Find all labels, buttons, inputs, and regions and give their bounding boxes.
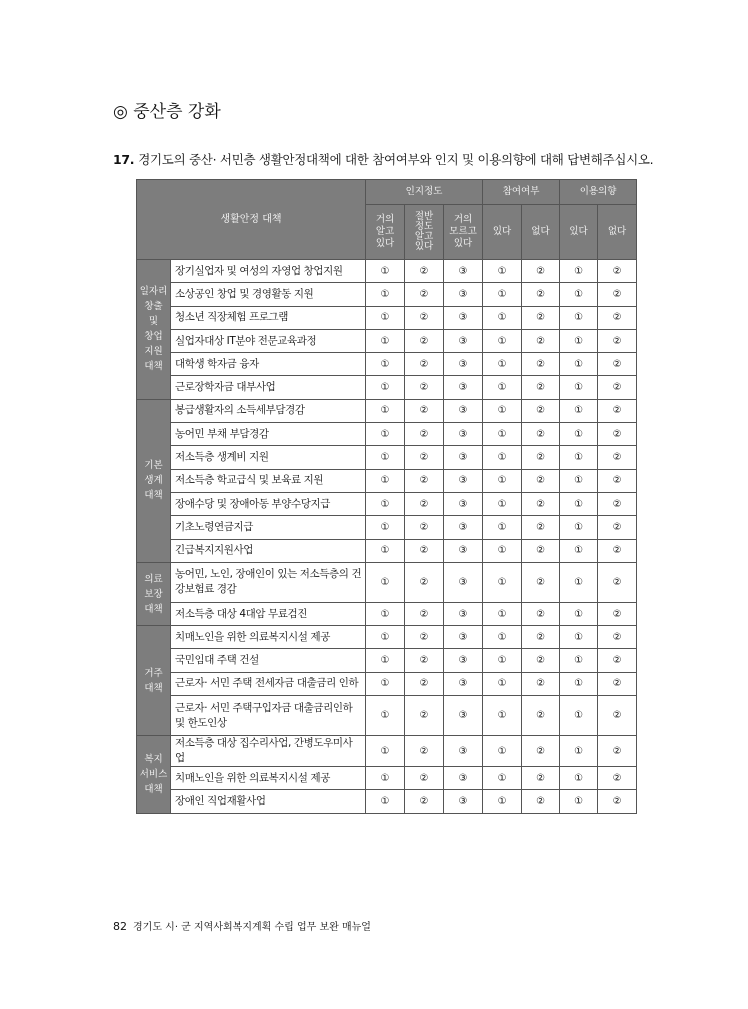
answer-option[interactable]: ① [366, 492, 405, 515]
answer-option[interactable]: ① [366, 353, 405, 376]
answer-option[interactable]: ③ [444, 399, 483, 422]
answer-option[interactable]: ③ [444, 260, 483, 283]
answer-option[interactable]: ③ [444, 767, 483, 790]
answer-option[interactable]: ① [560, 562, 598, 602]
answer-option[interactable]: ③ [444, 492, 483, 515]
sub-header: 있다 [483, 205, 522, 260]
answer-option[interactable]: ② [598, 767, 637, 790]
answer-option[interactable]: ① [560, 696, 598, 736]
footer [113, 918, 371, 933]
policy-item: 대학생 학자금 융자 [171, 353, 366, 376]
answer-option[interactable]: ③ [444, 696, 483, 736]
answer-option[interactable]: ① [483, 399, 522, 422]
answer-option[interactable]: ① [366, 736, 405, 767]
policy-item: 치매노인을 위한 의료복지시설 제공 [171, 626, 366, 649]
answer-option[interactable]: ① [366, 469, 405, 492]
answer-option[interactable]: ② [598, 399, 637, 422]
answer-option[interactable]: ② [598, 539, 637, 562]
table-row [137, 516, 637, 539]
answer-option[interactable]: ② [522, 790, 560, 813]
answer-option[interactable]: ② [522, 469, 560, 492]
answer-option[interactable]: ① [483, 767, 522, 790]
answer-option[interactable]: ① [560, 516, 598, 539]
page-number: 82 [113, 920, 127, 933]
answer-option[interactable]: ② [522, 260, 560, 283]
answer-option[interactable]: ① [483, 602, 522, 625]
answer-option[interactable]: ② [598, 649, 637, 672]
answer-option[interactable]: ① [560, 306, 598, 329]
question-number: 17. [113, 152, 135, 167]
answer-option[interactable]: ② [405, 539, 444, 562]
answer-option[interactable]: ① [483, 516, 522, 539]
answer-option[interactable]: ② [522, 562, 560, 602]
table-row [137, 353, 637, 376]
answer-option[interactable]: ② [522, 672, 560, 695]
answer-option[interactable]: ① [483, 376, 522, 399]
answer-option[interactable]: ② [522, 376, 560, 399]
answer-option[interactable]: ② [598, 736, 637, 767]
table-row [137, 492, 637, 515]
answer-option[interactable]: ① [366, 446, 405, 469]
sub-header: 없다 [522, 205, 560, 260]
answer-option[interactable]: ② [598, 469, 637, 492]
answer-option[interactable]: ② [405, 469, 444, 492]
table-row [137, 260, 637, 283]
sub-header: 거의 모르고 있다 [444, 205, 483, 260]
answer-option[interactable]: ③ [444, 376, 483, 399]
answer-option[interactable]: ② [405, 446, 444, 469]
answer-option[interactable]: ① [366, 306, 405, 329]
answer-option[interactable]: ② [522, 602, 560, 625]
policy-item: 저소득층 학교급식 및 보육료 지원 [171, 469, 366, 492]
answer-option[interactable]: ② [522, 649, 560, 672]
category-label: 거주 대책 [137, 626, 171, 736]
answer-option[interactable]: ② [405, 492, 444, 515]
answer-option[interactable]: ① [366, 399, 405, 422]
answer-option[interactable]: ② [522, 767, 560, 790]
answer-option[interactable]: ② [522, 306, 560, 329]
answer-option[interactable]: ② [405, 353, 444, 376]
answer-option[interactable]: ① [560, 423, 598, 446]
answer-option[interactable]: ① [366, 283, 405, 306]
answer-option[interactable]: ① [366, 329, 405, 352]
policy-item: 치매노인을 위한 의료복지시설 제공 [171, 767, 366, 790]
answer-option[interactable]: ② [405, 602, 444, 625]
answer-option[interactable]: ① [483, 672, 522, 695]
answer-option[interactable]: ① [366, 696, 405, 736]
survey-body [137, 260, 637, 814]
answer-option[interactable]: ② [598, 260, 637, 283]
policy-item: 장기실업자 및 여성의 자영업 창업지원 [171, 260, 366, 283]
answer-option[interactable]: ② [405, 649, 444, 672]
answer-option[interactable]: ① [560, 329, 598, 352]
answer-option[interactable]: ② [598, 516, 637, 539]
category-label: 기본 생계 대책 [137, 399, 171, 562]
answer-option[interactable]: ① [366, 539, 405, 562]
answer-option[interactable]: ② [598, 790, 637, 813]
answer-option[interactable]: ① [483, 353, 522, 376]
answer-option[interactable]: ① [483, 492, 522, 515]
policy-item: 기초노령연금지급 [171, 516, 366, 539]
answer-option[interactable]: ③ [444, 516, 483, 539]
answer-option[interactable]: ② [405, 696, 444, 736]
answer-option[interactable]: ① [483, 539, 522, 562]
answer-option[interactable]: ② [598, 562, 637, 602]
answer-option[interactable]: ③ [444, 446, 483, 469]
table-row [137, 696, 637, 736]
answer-option[interactable]: ② [405, 306, 444, 329]
answer-option[interactable]: ③ [444, 469, 483, 492]
answer-option[interactable]: ① [483, 562, 522, 602]
answer-option[interactable]: ② [522, 736, 560, 767]
answer-option[interactable]: ② [405, 376, 444, 399]
answer-option[interactable]: ① [560, 492, 598, 515]
table-row [137, 649, 637, 672]
answer-option[interactable]: ① [483, 306, 522, 329]
header-awareness: 인지정도 [366, 180, 483, 205]
answer-option[interactable]: ① [483, 446, 522, 469]
answer-option[interactable]: ② [522, 446, 560, 469]
answer-option[interactable]: ① [560, 399, 598, 422]
table-row [137, 626, 637, 649]
answer-option[interactable]: ① [366, 376, 405, 399]
answer-option[interactable]: ② [405, 399, 444, 422]
policy-item: 국민임대 주택 건설 [171, 649, 366, 672]
policy-item: 소상공인 창업 및 경영활동 지원 [171, 283, 366, 306]
answer-option[interactable]: ① [366, 790, 405, 813]
policy-item: 근로자· 서민 주택구입자금 대출금리인하 및 한도인상 [171, 696, 366, 736]
sub-header: 거의 알고 있다 [366, 205, 405, 260]
answer-option[interactable]: ① [366, 626, 405, 649]
answer-option[interactable]: ③ [444, 790, 483, 813]
answer-option[interactable]: ① [483, 260, 522, 283]
table-row [137, 790, 637, 813]
answer-option[interactable]: ③ [444, 602, 483, 625]
answer-option[interactable]: ① [560, 446, 598, 469]
answer-option[interactable]: ① [483, 736, 522, 767]
answer-option[interactable]: ② [405, 283, 444, 306]
answer-option[interactable]: ③ [444, 539, 483, 562]
answer-option[interactable]: ① [366, 423, 405, 446]
answer-option[interactable]: ① [560, 469, 598, 492]
answer-option[interactable]: ① [560, 353, 598, 376]
answer-option[interactable]: ① [560, 626, 598, 649]
answer-option[interactable]: ① [366, 672, 405, 695]
answer-option[interactable]: ② [405, 790, 444, 813]
answer-option[interactable]: ① [483, 283, 522, 306]
answer-option[interactable]: ② [522, 283, 560, 306]
answer-option[interactable]: ③ [444, 329, 483, 352]
answer-option[interactable]: ① [560, 767, 598, 790]
footer-text: 경기도 시· 군 지역사회복지계획 수립 업무 보완 매뉴얼 [133, 922, 371, 933]
policy-item: 실업자대상 IT분야 전문교육과정 [171, 329, 366, 352]
answer-option[interactable]: ① [366, 767, 405, 790]
table-row [137, 602, 637, 625]
answer-option[interactable]: ② [405, 423, 444, 446]
policy-item: 저소득층 생계비 지원 [171, 446, 366, 469]
answer-option[interactable]: ③ [444, 283, 483, 306]
answer-option[interactable]: ② [522, 399, 560, 422]
question-text: 경기도의 중산· 서민층 생활안정대책에 대한 참여여부와 인지 및 이용의향에 대해 답변해주십시오. [138, 152, 654, 167]
answer-option[interactable]: ② [598, 626, 637, 649]
answer-option[interactable]: ② [598, 329, 637, 352]
answer-option[interactable]: ② [598, 602, 637, 625]
answer-option[interactable]: ③ [444, 306, 483, 329]
answer-option[interactable]: ② [522, 539, 560, 562]
answer-option[interactable]: ① [560, 790, 598, 813]
answer-option[interactable]: ③ [444, 353, 483, 376]
answer-option[interactable]: ① [560, 283, 598, 306]
table-row [137, 399, 637, 422]
answer-option[interactable]: ① [483, 790, 522, 813]
answer-option[interactable]: ② [598, 283, 637, 306]
category-label: 일자리 창출 및 창업 지원 대책 [137, 260, 171, 400]
sub-header: 절반 정도 알고 있다 [405, 205, 444, 260]
answer-option[interactable]: ① [483, 696, 522, 736]
answer-option[interactable]: ② [405, 562, 444, 602]
answer-option[interactable]: ② [405, 626, 444, 649]
answer-option[interactable]: ② [598, 492, 637, 515]
answer-option[interactable]: ② [598, 353, 637, 376]
answer-option[interactable]: ② [405, 736, 444, 767]
policy-item: 농어민 부채 부담경감 [171, 423, 366, 446]
policy-item: 봉급생활자의 소득세부담경감 [171, 399, 366, 422]
answer-option[interactable]: ① [483, 329, 522, 352]
policy-item: 농어민, 노인, 장애인이 있는 저소득층의 건강보험료 경감 [171, 562, 366, 602]
answer-option[interactable]: ② [405, 767, 444, 790]
answer-option[interactable]: ② [522, 696, 560, 736]
answer-option[interactable]: ③ [444, 736, 483, 767]
table-row [137, 446, 637, 469]
policy-item: 장애수당 및 장애아동 부양수당지급 [171, 492, 366, 515]
answer-option[interactable]: ③ [444, 672, 483, 695]
table-row [137, 283, 637, 306]
survey-table [136, 179, 637, 814]
answer-option[interactable]: ① [560, 376, 598, 399]
answer-option[interactable]: ① [366, 260, 405, 283]
answer-option[interactable]: ② [405, 260, 444, 283]
answer-option[interactable]: ② [522, 329, 560, 352]
table-row [137, 562, 637, 602]
answer-option[interactable]: ① [560, 672, 598, 695]
answer-option[interactable]: ② [405, 329, 444, 352]
table-row [137, 376, 637, 399]
answer-option[interactable]: ① [483, 649, 522, 672]
table-row [137, 672, 637, 695]
answer-option[interactable]: ② [522, 423, 560, 446]
answer-option[interactable]: ② [522, 626, 560, 649]
answer-option[interactable]: ① [560, 649, 598, 672]
answer-option[interactable]: ③ [444, 562, 483, 602]
answer-option[interactable]: ② [598, 423, 637, 446]
table-row [137, 423, 637, 446]
category-label: 의료 보장 대책 [137, 562, 171, 625]
answer-option[interactable]: ③ [444, 423, 483, 446]
policy-item: 긴급복지지원사업 [171, 539, 366, 562]
answer-option[interactable]: ② [522, 516, 560, 539]
header-participation: 참여여부 [483, 180, 560, 205]
answer-option[interactable]: ① [366, 602, 405, 625]
policy-item: 근로장학자금 대부사업 [171, 376, 366, 399]
table-row [137, 767, 637, 790]
answer-option[interactable]: ② [522, 492, 560, 515]
answer-option[interactable]: ① [483, 626, 522, 649]
sub-header: 없다 [598, 205, 637, 260]
answer-option[interactable]: ② [405, 516, 444, 539]
header-intent: 이용의향 [560, 180, 637, 205]
answer-option[interactable]: ② [522, 353, 560, 376]
answer-option[interactable]: ① [560, 602, 598, 625]
table-row [137, 329, 637, 352]
answer-option[interactable]: ① [560, 736, 598, 767]
answer-option[interactable]: ③ [444, 649, 483, 672]
table-row [137, 469, 637, 492]
policy-item: 저소득층 대상 집수리사업, 간병도우미사업 [171, 736, 366, 767]
question [113, 150, 653, 168]
answer-option[interactable]: ② [598, 672, 637, 695]
answer-option[interactable]: ① [366, 516, 405, 539]
policy-item: 저소득층 대상 4대암 무료검진 [171, 602, 366, 625]
answer-option[interactable]: ① [366, 649, 405, 672]
header-policy: 생활안정 대책 [137, 180, 366, 260]
policy-item: 근로자· 서민 주택 전세자금 대출금리 인하 [171, 672, 366, 695]
section-title: ◎ 중산층 강화 [113, 102, 221, 122]
answer-option[interactable]: ③ [444, 626, 483, 649]
answer-option[interactable]: ① [560, 539, 598, 562]
answer-option[interactable]: ① [483, 423, 522, 446]
answer-option[interactable]: ① [560, 260, 598, 283]
table-row [137, 539, 637, 562]
answer-option[interactable]: ① [366, 562, 405, 602]
table-row [137, 306, 637, 329]
answer-option[interactable]: ② [598, 696, 637, 736]
policy-item: 장애인 직업재활사업 [171, 790, 366, 813]
sub-header: 있다 [560, 205, 598, 260]
answer-option[interactable]: ② [598, 376, 637, 399]
policy-item: 청소년 직장체험 프로그램 [171, 306, 366, 329]
category-label: 복지 서비스 대책 [137, 736, 171, 814]
answer-option[interactable]: ② [598, 446, 637, 469]
table-row [137, 736, 637, 767]
answer-option[interactable]: ② [598, 306, 637, 329]
answer-option[interactable]: ② [405, 672, 444, 695]
answer-option[interactable]: ① [483, 469, 522, 492]
